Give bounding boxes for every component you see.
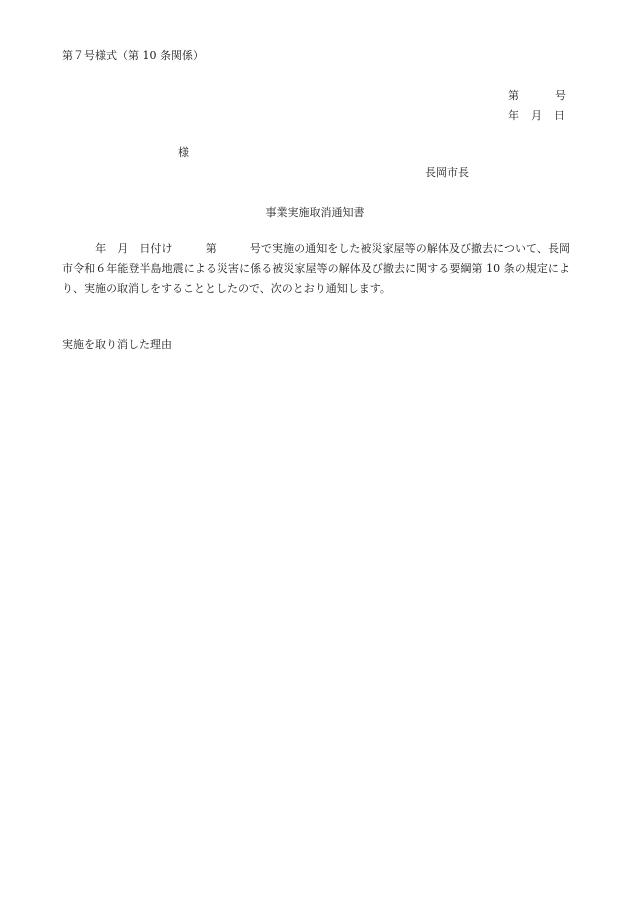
cancellation-reason-label: 実施を取り消した理由: [62, 338, 172, 351]
body-paragraph: 年 月 日付け 第 号で実施の通知をした被災家屋等の解体及び撤去について、長岡市令和６年能登半島地震による災害に係る被災家屋等の解体及び撤去に関する要綱第 10 条の規定により、実施の取消しをすることとしたので、次のとおり通知します。: [62, 242, 570, 295]
date-day-label: 日: [554, 109, 565, 122]
document-number: [508, 89, 566, 103]
issuer-name: 長岡市長: [425, 166, 469, 179]
document-date: [508, 109, 565, 123]
document-title: 事業実施取消通知書: [265, 206, 365, 219]
date-year-label: 年: [508, 109, 519, 122]
document-number-prefix: 第: [508, 89, 519, 102]
document-number-suffix: 号: [555, 89, 566, 102]
date-month-label: 月: [531, 109, 542, 122]
form-number-label: 第７号様式（第 10 条関係）: [62, 49, 204, 62]
addressee-honorific: 様: [178, 146, 189, 159]
